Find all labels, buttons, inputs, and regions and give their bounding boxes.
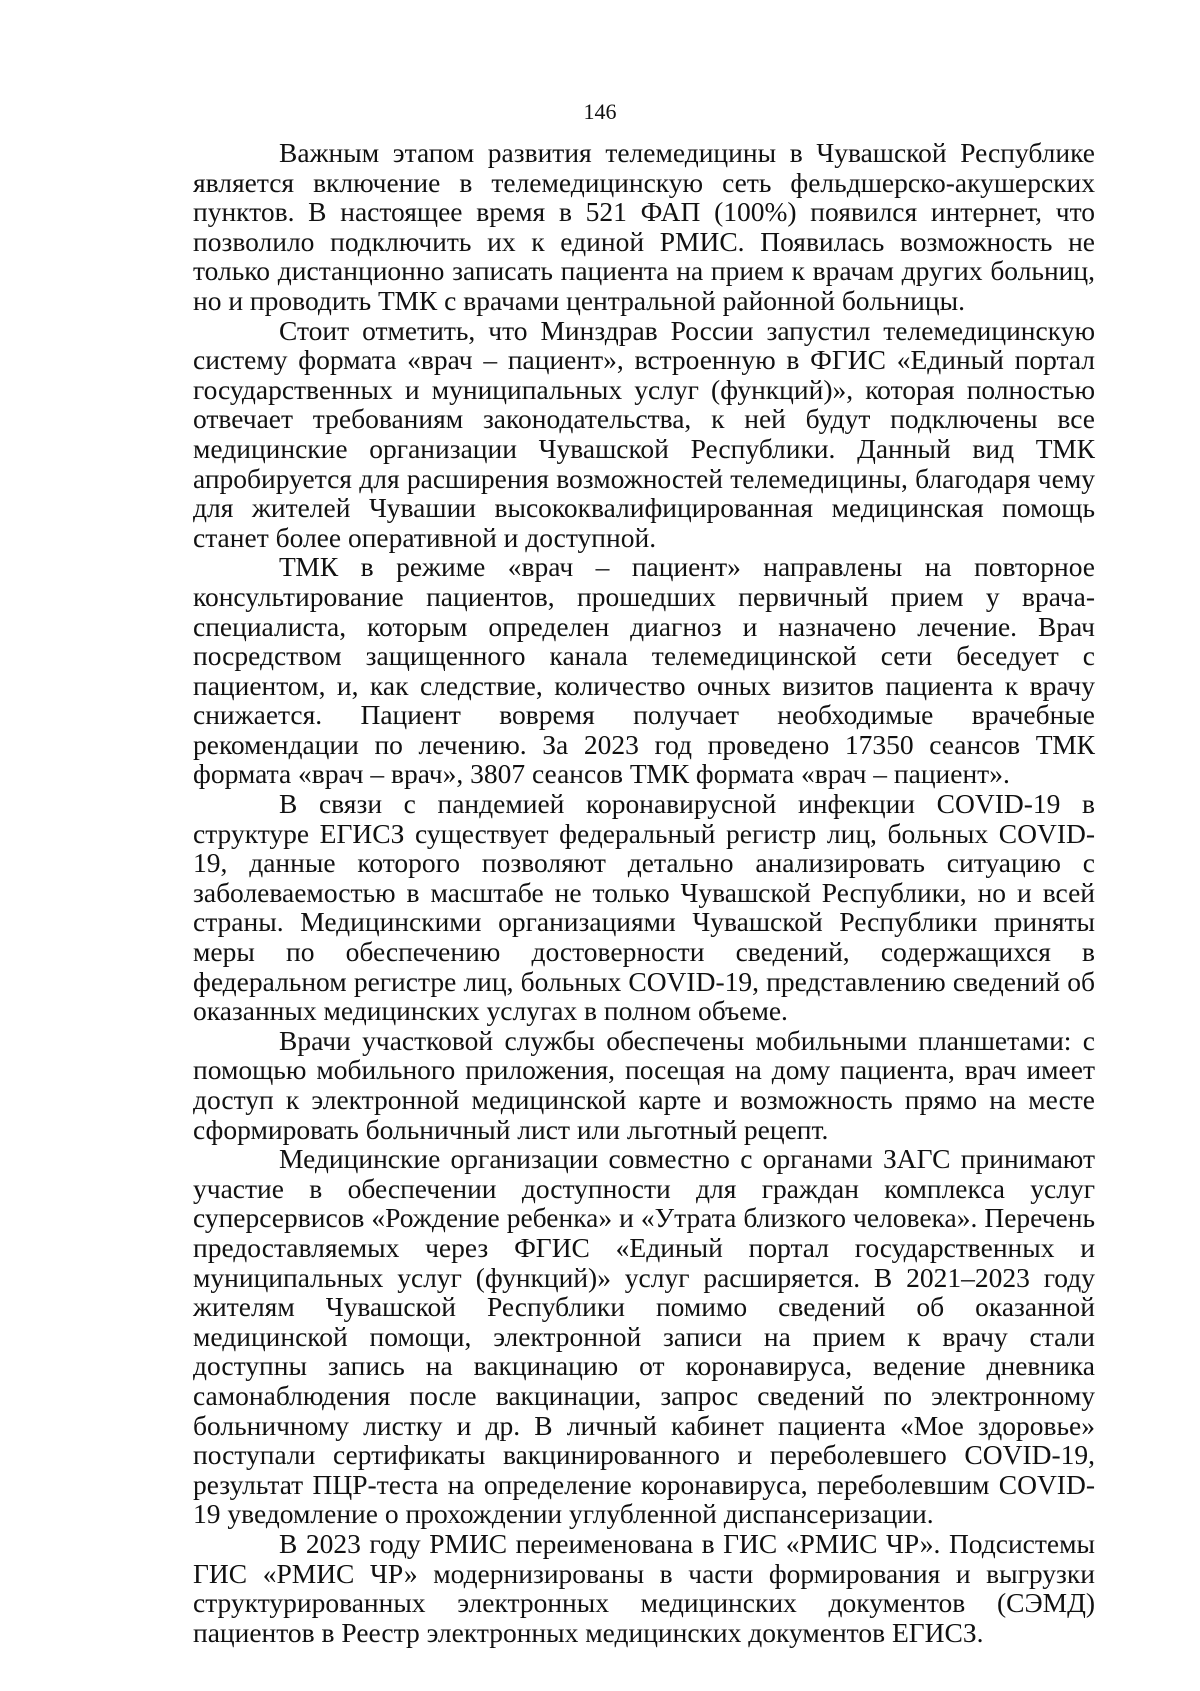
paragraph-telemedicine-fap: Важным этапом развития телемедицины в Чувашской Республике является включение в телемедицинскую сеть фельдшерско-акушерских пунктов. В настоящее время в 521 ФАП (100%) появился интернет, что позволило подключить их к единой РМИС. Появилась возможность не только дистанционно записать пациента на прием к врачам других больниц, но и проводить ТМК с врачами центральной районной больницы. bbox=[193, 137, 1095, 316]
paragraph-doctor-patient-system: Стоит отметить, что Минздрав России запустил телемедицинскую систему формата «врач – пациент», встроенную в ФГИС «Единый портал государственных и муниципальных услуг (функций)», которая полностью отвечает требованиям законодательства, к ней будут подключены все медицинские организации Чувашской Республики. Данный вид ТМК апробируется для расширения возможностей телемедицины, благодаря чему для жителей Чувашии высококвалифицированная медицинская помощь станет более оперативной и доступной. bbox=[193, 314, 1095, 553]
paragraph-rmis-renamed: В 2023 году РМИС переименована в ГИС «РМИС ЧР». Подсистемы ГИС «РМИС ЧР» модернизированы в части формирования и выгрузки структурированных электронных медицинских документов (СЭМД) пациентов в Реестр электронных медицинских документов ЕГИСЗ. bbox=[193, 1527, 1095, 1648]
body-text bbox=[193, 138, 1095, 1647]
paragraph-covid-registry: В связи с пандемией коронавирусной инфекции COVID-19 в структуре ЕГИСЗ существует федеральный регистр лиц, больных COVID-19, данные которого позволяют детально анализировать ситуацию с заболеваемостью в масштабе не только Чувашской Республики, но и всей страны. Медицинскими организациями Чувашской Республики приняты меры по обеспечению достоверности сведений, содержащихся в федеральном регистре лиц, больных COVID-19, представлению сведений об оказанных медицинских услугах в полном объеме. bbox=[193, 788, 1095, 1027]
paragraph-mobile-tablets: Врачи участковой службы обеспечены мобильными планшетами: с помощью мобильного приложения, посещая на дому пациента, врач имеет доступ к электронной медицинской карте и возможность прямо на месте сформировать больничный лист или льготный рецепт. bbox=[193, 1024, 1095, 1145]
page-number: 146 bbox=[583, 99, 617, 124]
paragraph-tmk-consultations: ТМК в режиме «врач – пациент» направлены на повторное консультирование пациентов, прошедших первичный прием у врача-специалиста, которым определен диагноз и назначено лечение. Врач посредством защищенного канала телемедицинской сети беседует с пациентом, и, как следствие, количество очных визитов пациента к врачу снижается. Пациент вовремя получает необходимые врачебные рекомендации по лечению. За 2023 год проведено 17350 сеансов ТМК формата «врач – врач», 3807 сеансов ТМК формата «врач – пациент». bbox=[193, 551, 1095, 790]
paragraph-zags-superservices: Медицинские организации совместно с органами ЗАГС принимают участие в обеспечении доступности для граждан комплекса услуг суперсервисов «Рождение ребенка» и «Утрата близкого человека». Перечень предоставляемых через ФГИС «Единый портал государственных и муниципальных услуг (функций)» услуг расширяется. В 2021–2023 году жителям Чувашской Республики помимо сведений об оказанной медицинской помощи, электронной записи на прием к врачу стали доступны запись на вакцинацию от коронавируса, ведение дневника самонаблюдения после вакцинации, запрос сведений по электронному больничному листку и др. В личный кабинет пациента «Мое здоровье» поступали сертификаты вакцинированного и переболевшего COVID-19, результат ПЦР-теста на определение коронавируса, переболевшим COVID-19 уведомление о прохождении углубленной диспансеризации. bbox=[193, 1143, 1095, 1530]
